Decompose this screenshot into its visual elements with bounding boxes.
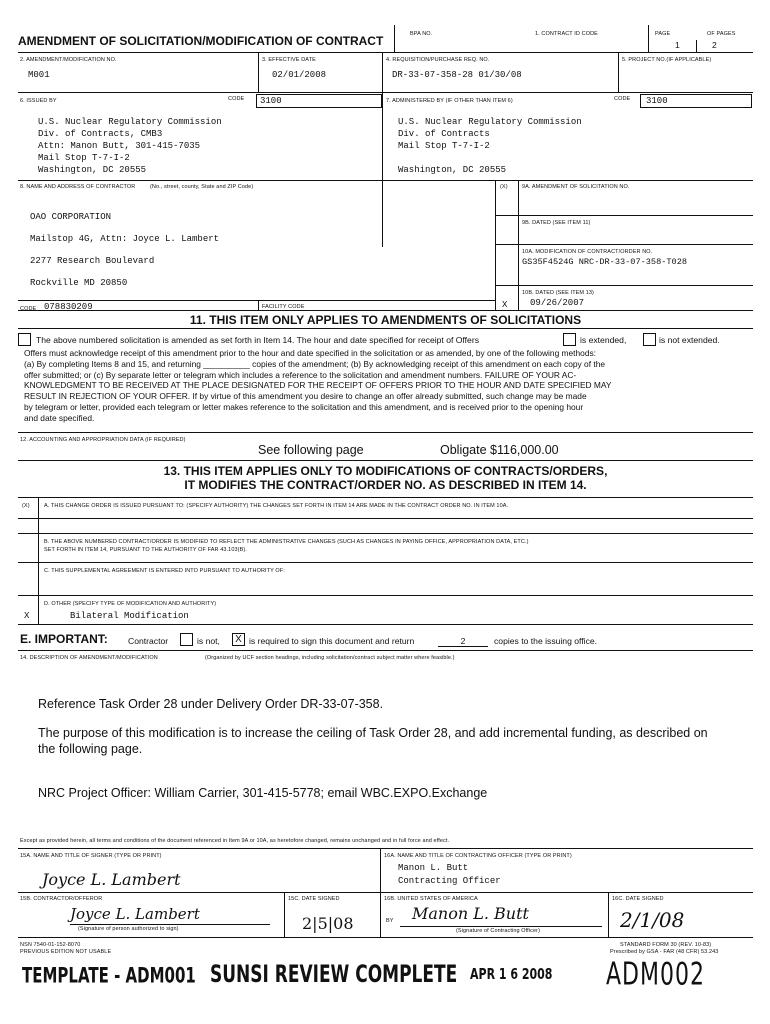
not-extended-label: is not extended. — [659, 335, 720, 345]
effective-date-label: 3. EFFECTIVE DATE — [262, 57, 316, 63]
by-label: BY — [386, 918, 394, 924]
description-p2a: The purpose of this modification is to increase the ceiling of Task Order 28, and add incremental funding, as described on — [38, 726, 708, 740]
item-13-b-line1: B. THE ABOVE NUMBERED CONTRACT/ORDER IS MODIFIED TO REFLECT THE ADMINISTRATIVE CHANGES (SUCH AS CHANGES IN PAYING OFFICE, APPROPRIATION DATA, ETC.) — [44, 539, 529, 545]
admin-code-value: 3100 — [646, 96, 668, 106]
officer-name-line-1: Manon L. Butt — [398, 863, 469, 873]
project-no-label: 5. PROJECT NO.(IF APPLICABLE) — [622, 57, 712, 63]
administered-by-address: U.S. Nuclear Regulatory Commission Div. of Contracts Mail Stop T-7-I-2 Washington, DC 20555 — [398, 117, 582, 175]
item-13-d: D. OTHER (SPECIFY TYPE OF MODIFICATION AND AUTHORITY) — [44, 601, 217, 607]
item-11-checkbox — [18, 333, 31, 346]
officer-signature-hint: (Signature of Contracting Officer) — [456, 928, 541, 934]
prescribed-by: Prescribed by GSA - FAR (48 CFR) 53.243 — [610, 949, 719, 955]
description-p3: NRC Project Officer: William Carrier, 301-415-5778; email WBC.EXPO.Exchange — [38, 786, 488, 800]
description-label: 14. DESCRIPTION OF AMENDMENT/MODIFICATION — [20, 655, 158, 661]
issued-by-label: 6. ISSUED BY — [20, 98, 57, 104]
nsn-number: NSN 7540-01-152-8070 — [20, 942, 81, 948]
important-contractor: Contractor — [128, 636, 169, 646]
officer-date-value: 2/1/08 — [620, 908, 685, 932]
signer-name-label: 15A. NAME AND TITLE OF SIGNER (TYPE OR PRINT) — [20, 853, 162, 859]
officer-name-label: 16A. NAME AND TITLE OF CONTRACTING OFFICER (TYPE OR PRINT) — [384, 853, 572, 859]
contractor-line-4: Rockville MD 20850 — [30, 278, 128, 288]
contractor-line-1: OAO CORPORATION — [30, 212, 112, 222]
effective-date-value: 02/01/2008 — [272, 70, 327, 80]
contractor-date-label: 15C. DATE SIGNED — [288, 896, 340, 902]
officer-name-line-2: Contracting Officer — [398, 876, 501, 886]
of-pages-label: OF PAGES — [707, 31, 736, 37]
item-13-a: A. THIS CHANGE ORDER IS ISSUED PURSUANT TO: (SPECIFY AUTHORITY) THE CHANGES SET FORTH IN ITEM 14 ARE MADE IN THE CONTRACT ORDER NO. IN ITEM 10A. — [44, 503, 509, 509]
form-title: AMENDMENT OF SOLICITATION/MODIFICATION OF CONTRACT — [18, 34, 384, 48]
item-11-heading: 11. THIS ITEM ONLY APPLIES TO AMENDMENTS OF SOLICITATIONS — [189, 313, 582, 327]
copies-tail: copies to the issuing office. — [494, 636, 598, 646]
mod-contract-label: 10A. MODIFICATION OF CONTRACT/ORDER NO. — [522, 249, 653, 255]
signer-name-signature: Joyce L. Lambert — [42, 870, 181, 889]
standard-form: STANDARD FORM 30 (REV. 10-83) — [620, 942, 712, 948]
is-not-label: is not, — [197, 636, 220, 646]
mod-dated-label: 10B. DATED (SEE ITEM 13) — [522, 290, 594, 296]
description-p2b: the following page. — [38, 742, 143, 756]
officer-date-label: 16C. DATE SIGNED — [612, 896, 664, 902]
item-11-paragraph: Offers must acknowledge receipt of this amendment prior to the hour and date specified in the solicitation or as amended, by one of the following methods: (a) By completing Items 8 and 15, and returning __________ copies of the amendment; (b) By acknowledging receipt of this amendment on each copy of the offer submitted; or (c) By separate letter or telegram which includes a reference to the solicitation and amendment numbers. FAILURE OF YOUR AC- KNOWLEDGMENT TO BE RECEIVED AT THE PLACE DESIGNATED FOR THE RECEIPT OF OFFERS PRIOR TO THE HOUR AND DATE SPECIFIED MAY RESULT IN REJECTION OF YOUR OFFER. If by virtue of this amendment you desire to change an offer already submitted, such change may be made by telegram or letter, provided each telegram or letter makes reference to the solicitation and this amendment, and is received prior to the opening hour and date specified. — [24, 348, 612, 423]
officer-signature: Manon L. Butt — [412, 904, 529, 923]
item-13-heading-1: 13. THIS ITEM APPLIES ONLY TO MODIFICATIONS OF CONTRACTS/ORDERS, — [163, 464, 608, 478]
issued-by-address: U.S. Nuclear Regulatory Commission Div. of Contracts, CMB3 Attn: Manon Butt, 301-415-7035 Mail Stop T-7-I-2 Washington, DC 20555 — [38, 117, 222, 175]
accounting-value-2: Obligate $116,000.00 — [440, 443, 559, 457]
page-label: PAGE — [655, 31, 671, 37]
extended-checkbox — [563, 333, 576, 346]
item-13-x-label: (X) — [22, 503, 30, 509]
description-hint: (Organized by UCF section headings, including solicitation/contract subject matter where feasible.) — [205, 655, 455, 661]
accounting-label: 12. ACCOUNTING AND APPROPRIATION DATA (IF REQUIRED) — [20, 437, 186, 443]
description-p1: Reference Task Order 28 under Delivery Order DR-33-07-358. — [38, 697, 384, 711]
issued-code-label: CODE — [228, 96, 245, 102]
contractor-signature: Joyce L. Lambert — [70, 905, 200, 923]
bpa-label: BPA NO. — [410, 31, 433, 37]
important-label: E. IMPORTANT: — [20, 632, 108, 646]
template-stamp: TEMPLATE - ADM001 — [22, 963, 196, 989]
sol-dated-label: 9B. DATED (SEE ITEM 11) — [522, 220, 591, 226]
copies-count: 2 — [438, 636, 488, 647]
item-13-d-x: X — [24, 611, 30, 621]
mod-dated-value: 09/26/2007 — [530, 298, 585, 308]
contract-id-label: 1. CONTRACT ID CODE — [535, 31, 598, 37]
previous-edition: PREVIOUS EDITION NOT USABLE — [20, 949, 112, 955]
item-13-b-line2: SET FORTH IN ITEM 14, PURSUANT TO THE AUTHORITY OF FAR 43.103(B). — [44, 547, 247, 553]
is-not-checkbox — [180, 633, 193, 646]
item-13-c: C. THIS SUPPLEMENTAL AGREEMENT IS ENTERED INTO PURSUANT TO AUTHORITY OF: — [44, 568, 285, 574]
facility-code-label: FACILITY CODE — [262, 304, 305, 310]
mod-contract-value: GS35F4524G NRC-DR-33-07-358-T028 — [522, 257, 688, 267]
contractor-code-label: CODE — [20, 306, 37, 312]
sunsi-review-stamp: SUNSI REVIEW COMPLETE — [210, 961, 458, 989]
review-date-stamp: APR 1 6 2008 — [470, 965, 553, 984]
usa-label: 16B. UNITED STATES OF AMERICA — [384, 896, 478, 902]
contractor-code-value: 078830209 — [44, 302, 93, 312]
adm-stamp: ADM002 — [606, 958, 705, 993]
requisition-value: DR-33-07-358-28 01/30/08 — [392, 70, 522, 80]
not-extended-checkbox — [643, 333, 656, 346]
except-note: Except as provided herein, all terms and conditions of the document referenced in Item 9A or 10A, as heretofore changed, remains unchanged and in full force and effect. — [20, 838, 450, 844]
is-required-checkbox: X — [232, 633, 245, 646]
amend-no-value: M001 — [28, 70, 50, 80]
accounting-value-1: See following page — [258, 443, 364, 457]
issued-code-value: 3100 — [260, 96, 282, 106]
item-13-d-value: Bilateral Modification — [70, 611, 189, 621]
contractor-name-hint: (No., street, county, State and ZIP Code) — [150, 184, 254, 190]
of-pages-number: 2 — [712, 40, 717, 50]
contractor-date-value: 2|5|08 — [302, 914, 354, 933]
extended-label: is extended, — [580, 335, 627, 345]
contractor-line-2: Mailstop 4G, Attn: Joyce L. Lambert — [30, 234, 220, 244]
mod-x-mark: X — [502, 300, 508, 310]
sol-amend-label: 9A. AMENDMENT OF SOLICITATION NO. — [522, 184, 630, 190]
page-number: 1 — [675, 40, 680, 50]
requisition-label: 4. REQUISITION/PURCHASE REQ. NO. — [386, 57, 490, 63]
administered-by-label: 7. ADMINISTERED BY (IF OTHER THAN ITEM 6) — [386, 98, 513, 104]
item-11-line1: The above numbered solicitation is amended as set forth in Item 14. The hour and date specified for receipt of Offers — [36, 335, 479, 345]
amend-no-label: 2. AMENDMENT/MODIFICATION NO. — [20, 57, 117, 63]
contractor-offeror-label: 15B. CONTRACTOR/OFFEROR — [20, 896, 103, 902]
x-column-label: (X) — [500, 184, 508, 190]
item-13-heading-2: IT MODIFIES THE CONTRACT/ORDER NO. AS DESCRIBED IN ITEM 14. — [184, 478, 587, 492]
contractor-line-3: 2277 Research Boulevard — [30, 256, 155, 266]
is-required-label: is required to sign this document and return — [249, 636, 415, 646]
admin-code-label: CODE — [614, 96, 631, 102]
contractor-name-label: 8. NAME AND ADDRESS OF CONTRACTOR — [20, 184, 136, 190]
contractor-signature-hint: (Signature of person authorized to sign) — [78, 926, 179, 932]
